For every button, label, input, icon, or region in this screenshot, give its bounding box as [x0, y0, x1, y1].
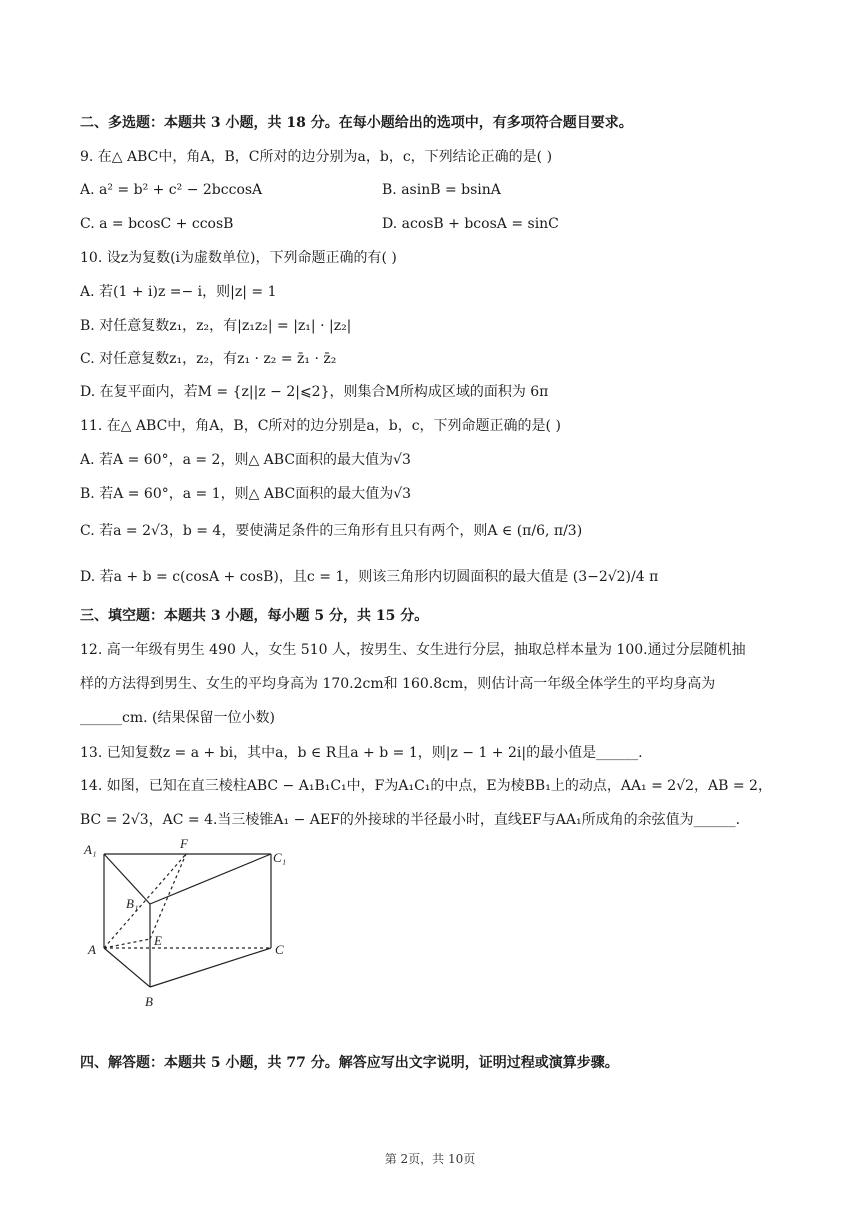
q11-option-b: B. 若A = 60°，a = 1，则△ ABC面积的最大值为√3 [80, 486, 412, 502]
q11-stem: 11. 在△ ABC中，角A，B，C所对的边分别是a，b，c，下列命题正确的是( ) [80, 418, 561, 434]
q10-stem: 10. 设z为复数(i为虚数单位)，下列命题正确的有( ) [80, 250, 397, 266]
edge-ab [104, 948, 150, 987]
section4-heading: 四、解答题：本题共 5 小题，共 77 分。解答应写出文字说明，证明过程或演算步骤。 [80, 1055, 619, 1071]
page-footer: 第 2页，共 10页 [384, 1152, 476, 1166]
q14-line2: BC = 2√3，AC = 4.当三棱锥A₁ − AEF的外接球的半径最小时，直线EF与AA₁所成角的余弦值为______. [80, 812, 741, 828]
q9-option-c: C. a = bcosC + ccosB [80, 216, 234, 232]
section2-heading: 二、多选题：本题共 3 小题，共 18 分。在每小题给出的选项中，有多项符合题目要求。 [80, 115, 633, 131]
q10-option-b: B. 对任意复数z₁，z₂，有|z₁z₂| = |z₁| · |z₂| [80, 318, 352, 334]
q10-option-d: D. 在复平面内，若M = {z||z − 2|⩽2}，则集合M所构成区域的面积为 6π [80, 384, 549, 400]
q11-option-c: C. 若a = 2√3，b = 4，要使满足条件的三角形有且只有两个，则A ∈ (π/6, π/3) [80, 523, 583, 539]
q9-option-b: B. asinB = bsinA [382, 182, 501, 198]
segment-ae [104, 939, 150, 948]
edge-b1c1 [150, 854, 271, 904]
q11-option-a: A. 若A = 60°，a = 2，则△ ABC面积的最大值为√3 [80, 452, 411, 468]
label-b: B [145, 994, 153, 1009]
q11-option-d: D. 若a + b = c(cosA + cosB)，且c = 1，则该三角形内切圆面积的最大值是 (3−2√2)/4 π [80, 569, 659, 585]
q10-option-c: C. 对任意复数z₁，z₂，有z₁ · z₂ = z̄₁ · z̄₂ [80, 351, 337, 367]
q14-line1: 14. 如图，已知在直三棱柱ABC − A₁B₁C₁中，F为A₁C₁的中点，E为棱BB₁上的动点，AA₁ = 2√2，AB = 2， [80, 778, 772, 794]
q12-line1: 12. 高一年级有男生 490 人，女生 510 人，按男生、女生进行分层，抽取总样本量为 100.通过分层随机抽 [80, 642, 746, 658]
label-f: F [180, 836, 188, 851]
q9-option-a: A. a² = b² + c² − 2bccosA [80, 182, 263, 198]
label-a1: A₁ [84, 842, 97, 857]
q9-stem: 9. 在△ ABC中，角A，B，C所对的边分别为a，b，c，下列结论正确的是( ) [80, 149, 553, 165]
edge-bc [150, 948, 271, 987]
label-c1: C₁ [273, 850, 287, 865]
q12-line2: 样的方法得到男生、女生的平均身高为 170.2cm和 160.8cm，则估计高一年级全体学生的平均身高为 [80, 676, 716, 692]
q9-option-d: D. acosB + bcosA = sinC [382, 216, 559, 232]
label-b1: B₁ [126, 896, 139, 911]
q13-text: 13. 已知复数z = a + bi，其中a，b ∈ R且a + b = 1，则|z − 1 + 2i|的最小值是______. [80, 745, 643, 761]
label-a: A [88, 942, 96, 957]
q12-line3: ______cm. (结果保留一位小数) [80, 710, 275, 726]
q10-option-a: A. 若(1 + i)z =− i，则|z| = 1 [80, 284, 277, 300]
label-e: E [154, 933, 162, 948]
prism-figure [76, 834, 296, 1014]
section3-heading: 三、填空题：本题共 3 小题，每小题 5 分，共 15 分。 [80, 608, 429, 624]
label-c: C [275, 942, 284, 957]
